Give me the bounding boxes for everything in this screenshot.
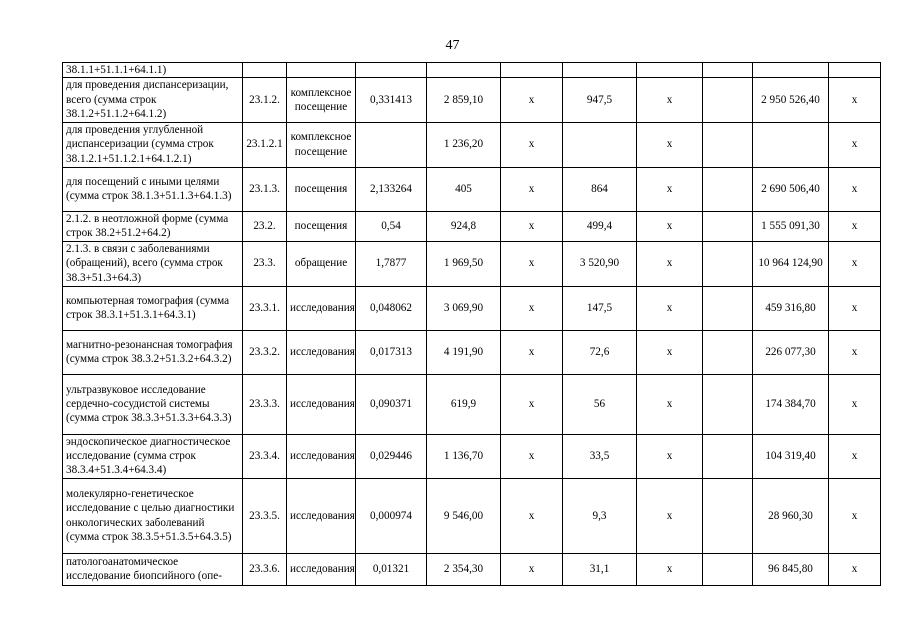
row-col8: х — [637, 330, 703, 374]
row-cost: 2 354,30 — [427, 553, 501, 585]
row-name: патологоанатомическое исследование биопсийного (опе- — [63, 553, 243, 585]
row-col8: х — [637, 167, 703, 211]
row-col11: х — [829, 330, 881, 374]
row-col6: х — [501, 553, 563, 585]
row-norm: 0,090371 — [356, 374, 427, 434]
row-col9 — [703, 122, 753, 167]
row-code: 23.3.1. — [243, 286, 287, 330]
row-col8: х — [637, 434, 703, 478]
row-col8: х — [637, 374, 703, 434]
row-total: 28 960,30 — [753, 478, 829, 553]
row-norm: 0,01321 — [356, 553, 427, 585]
row-col8: х — [637, 553, 703, 585]
row-col6: х — [501, 286, 563, 330]
row-norm: 0,331413 — [356, 78, 427, 122]
row-norm: 1,7877 — [356, 241, 427, 286]
row-col7: 864 — [563, 167, 637, 211]
table-row — [63, 434, 881, 478]
table-row — [63, 63, 881, 78]
row-col6: х — [501, 434, 563, 478]
row-col11: х — [829, 286, 881, 330]
row-col11: х — [829, 374, 881, 434]
row-col7: 72,6 — [563, 330, 637, 374]
row-col11: х — [829, 167, 881, 211]
row-name: ультразвуковое исследование сердечно-сосудистой системы (сумма строк 38.3.3+51.3.3+64.3.3) — [63, 374, 243, 434]
row-name: компьютерная томография (сумма строк 38.3.1+51.3.1+64.3.1) — [63, 286, 243, 330]
row-name: для проведения углубленной диспансеризации (сумма строк 38.1.2.1+51.1.2.1+64.1.2.1) — [63, 122, 243, 167]
row-code: 23.3.3. — [243, 374, 287, 434]
row-col8: х — [637, 286, 703, 330]
row-col6: х — [501, 241, 563, 286]
row-norm: 0,000974 — [356, 478, 427, 553]
row-name: магнитно-резонансная томография (сумма строк 38.3.2+51.3.2+64.3.2) — [63, 330, 243, 374]
row-col11: х — [829, 553, 881, 585]
row-code: 23.3.5. — [243, 478, 287, 553]
row-col9 — [703, 374, 753, 434]
row-col7: 33,5 — [563, 434, 637, 478]
row-col11: х — [829, 78, 881, 122]
row-cost: 9 546,00 — [427, 478, 501, 553]
row-col11: х — [829, 122, 881, 167]
row-col7: 9,3 — [563, 478, 637, 553]
row-norm — [356, 63, 427, 78]
row-col11 — [829, 63, 881, 78]
table-row — [63, 286, 881, 330]
row-col7: 947,5 — [563, 78, 637, 122]
row-col9 — [703, 241, 753, 286]
row-col6: х — [501, 211, 563, 241]
row-cost: 3 069,90 — [427, 286, 501, 330]
document-table — [62, 62, 881, 586]
row-col7: 147,5 — [563, 286, 637, 330]
table-row — [63, 241, 881, 286]
row-norm: 0,54 — [356, 211, 427, 241]
table-row — [63, 553, 881, 585]
row-col7 — [563, 122, 637, 167]
row-col6: х — [501, 122, 563, 167]
row-col6: х — [501, 374, 563, 434]
row-col9 — [703, 478, 753, 553]
table-row — [63, 478, 881, 553]
row-norm: 0,017313 — [356, 330, 427, 374]
row-cost: 1 136,70 — [427, 434, 501, 478]
row-unit: комплексное посещение — [287, 78, 356, 122]
row-unit: исследования — [287, 330, 356, 374]
page-number: 47 — [445, 38, 460, 53]
row-col9 — [703, 330, 753, 374]
row-total: 1 555 091,30 — [753, 211, 829, 241]
row-col7: 56 — [563, 374, 637, 434]
row-cost: 924,8 — [427, 211, 501, 241]
row-col6 — [501, 63, 563, 78]
row-cost: 619,9 — [427, 374, 501, 434]
row-col7: 499,4 — [563, 211, 637, 241]
table-row — [63, 167, 881, 211]
row-cost: 4 191,90 — [427, 330, 501, 374]
row-col8 — [637, 63, 703, 78]
row-name: 2.1.2. в неотложной форме (сумма строк 38.2+51.2+64.2) — [63, 211, 243, 241]
row-unit: исследования — [287, 478, 356, 553]
row-col6: х — [501, 478, 563, 553]
row-col9 — [703, 286, 753, 330]
row-name: для проведения диспансеризации, всего (сумма строк 38.1.2+51.1.2+64.1.2) — [63, 78, 243, 122]
row-col8: х — [637, 211, 703, 241]
row-unit: комплексное посещение — [287, 122, 356, 167]
row-total: 2 690 506,40 — [753, 167, 829, 211]
row-unit: исследования — [287, 286, 356, 330]
row-name: 2.1.3. в связи с заболеваниями (обращений), всего (сумма строк 38.3+51.3+64.3) — [63, 241, 243, 286]
row-total — [753, 122, 829, 167]
row-col11: х — [829, 211, 881, 241]
row-col8: х — [637, 78, 703, 122]
table-row — [63, 122, 881, 167]
row-unit: посещения — [287, 211, 356, 241]
row-cost: 1 236,20 — [427, 122, 501, 167]
row-name: 38.1.1+51.1.1+64.1.1) — [63, 63, 243, 78]
row-col11: х — [829, 434, 881, 478]
row-col9 — [703, 553, 753, 585]
row-total: 104 319,40 — [753, 434, 829, 478]
row-unit: исследования — [287, 553, 356, 585]
row-col11: х — [829, 478, 881, 553]
row-cost — [427, 63, 501, 78]
row-code: 23.2. — [243, 211, 287, 241]
row-unit: исследования — [287, 374, 356, 434]
row-code: 23.1.3. — [243, 167, 287, 211]
row-col9 — [703, 434, 753, 478]
row-col7: 31,1 — [563, 553, 637, 585]
row-col6: х — [501, 167, 563, 211]
row-col9 — [703, 211, 753, 241]
row-col9 — [703, 63, 753, 78]
row-name: для посещений с иными целями (сумма строк 38.1.3+51.1.3+64.1.3) — [63, 167, 243, 211]
row-col7 — [563, 63, 637, 78]
row-name: эндоскопическое диагностическое исследование (сумма строк 38.3.4+51.3.4+64.3.4) — [63, 434, 243, 478]
row-col8: х — [637, 122, 703, 167]
row-col11: х — [829, 241, 881, 286]
row-unit — [287, 63, 356, 78]
row-code — [243, 63, 287, 78]
row-total: 174 384,70 — [753, 374, 829, 434]
row-total: 2 950 526,40 — [753, 78, 829, 122]
row-code: 23.3.4. — [243, 434, 287, 478]
row-cost: 405 — [427, 167, 501, 211]
row-unit: посещения — [287, 167, 356, 211]
row-total: 10 964 124,90 — [753, 241, 829, 286]
row-code: 23.3.2. — [243, 330, 287, 374]
row-total — [753, 63, 829, 78]
row-code: 23.3.6. — [243, 553, 287, 585]
table-row — [63, 374, 881, 434]
row-norm: 0,048062 — [356, 286, 427, 330]
row-col7: 3 520,90 — [563, 241, 637, 286]
row-unit: исследования — [287, 434, 356, 478]
row-col6: х — [501, 78, 563, 122]
table-row — [63, 330, 881, 374]
row-code: 23.1.2.1 — [243, 122, 287, 167]
row-name: молекулярно-генетическое исследование с целью диагностики онкологических заболеваний (сумма строк 38.3.5+51.3.5+64.3.5) — [63, 478, 243, 553]
row-col8: х — [637, 478, 703, 553]
row-col6: х — [501, 330, 563, 374]
row-unit: обращение — [287, 241, 356, 286]
row-col9 — [703, 167, 753, 211]
table-row — [63, 78, 881, 122]
row-code: 23.3. — [243, 241, 287, 286]
row-cost: 1 969,50 — [427, 241, 501, 286]
row-total: 459 316,80 — [753, 286, 829, 330]
row-col8: х — [637, 241, 703, 286]
row-norm: 2,133264 — [356, 167, 427, 211]
row-code: 23.1.2. — [243, 78, 287, 122]
table-row — [63, 211, 881, 241]
row-total: 96 845,80 — [753, 553, 829, 585]
row-col9 — [703, 78, 753, 122]
row-norm: 0,029446 — [356, 434, 427, 478]
row-total: 226 077,30 — [753, 330, 829, 374]
row-norm — [356, 122, 427, 167]
row-cost: 2 859,10 — [427, 78, 501, 122]
